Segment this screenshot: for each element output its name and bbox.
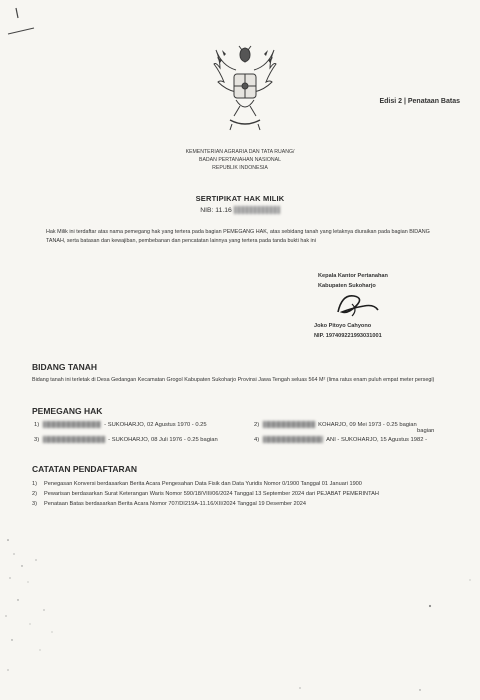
holder-number: 2) [254, 422, 260, 429]
nib-value: NIB: 11.16 [200, 206, 232, 214]
signer-name: Joko Pitoyo Cahyono [314, 323, 372, 329]
holder-text: ANI - SUKOHARJO, 15 Agustus 1982 - [326, 437, 427, 444]
holder-number: 3) [34, 437, 40, 444]
signer-nip: NIP. 197409221993031001 [314, 333, 382, 339]
holder-text: - SUKOHARJO, 02 Agustus 1970 - 0.25 [104, 422, 207, 429]
pemegang-hak-heading: PEMEGANG HAK [32, 406, 103, 416]
office-block [318, 271, 388, 291]
signer-block [314, 321, 382, 341]
redacted-name [263, 421, 315, 428]
edition-label: Edisi 2 | Penataan Batas [379, 98, 460, 105]
garuda-emblem-icon [212, 40, 278, 140]
redacted-name [43, 436, 105, 443]
holder-text: - SUKOHARJO, 08 Juli 1976 - 0.25 bagian [108, 437, 218, 444]
holder-number: 4) [254, 437, 260, 444]
ministry-line: REPUBLIK INDONESIA [212, 165, 268, 171]
pen-mark [4, 6, 44, 42]
office-regency: Kabupaten Sukoharjo [318, 283, 376, 289]
ministry-line: KEMENTERIAN AGRARIA DAN TATA RUANG/ [185, 149, 295, 155]
redacted-nib [234, 206, 280, 214]
redacted-name [43, 421, 101, 428]
holder-item [254, 436, 427, 443]
registration-number: 1) [32, 481, 37, 487]
registration-text: Pewarisan berdasarkan Surat Keterangan Waris Nomor 590/18/VIII/06/2024 Tanggal 13 September 2024 dari PEJABAT PEMERINTAH [44, 491, 379, 497]
intro-paragraph: Hak Milik ini terdaftar atas nama pemegang hak yang tertera pada bagian PEMEGANG HAK, atas sebidang tanah yang letaknya diuraikan pada bagian BIDANG TANAH, serta batasan dan kewajiban, pembebanan dan pencatatan lainnya yang tertera pada tanda bukti hak ini [46, 229, 430, 244]
certificate-title: SERTIPIKAT HAK MILIK [195, 194, 285, 203]
nib-line [0, 206, 480, 214]
holder-item [34, 421, 207, 428]
registration-number: 3) [32, 501, 37, 507]
registration-text: Penataan Batas berdasarkan Berita Acara Nomor 707/DI219A-11.16/XII/2024 Tanggal 19 Desember 2024 [44, 501, 306, 507]
holder-number: 1) [34, 422, 40, 429]
ministry-header [0, 148, 480, 172]
holder-text: KOHARJO, 09 Mei 1973 - 0.25 bagian [318, 422, 417, 429]
holder-continuation: bagian [417, 428, 435, 434]
signature-icon [332, 290, 384, 320]
registration-number: 2) [32, 491, 37, 497]
holder-item [34, 436, 218, 443]
office-title: Kepala Kantor Pertanahan [318, 273, 388, 279]
catatan-heading: CATATAN PENDAFTARAN [32, 464, 137, 474]
redacted-name [263, 436, 323, 443]
registration-text: Penegasan Konversi berdasarkan Berita Acara Pengesahan Data Fisik dan Data Yuridis Nomor 0/1900 Tanggal 01 Januari 1900 [44, 481, 362, 487]
registration-item [32, 479, 452, 489]
holder-item [254, 421, 417, 428]
ministry-line: BADAN PERTANAHAN NASIONAL [199, 157, 281, 163]
bidang-tanah-heading: BIDANG TANAH [32, 362, 98, 372]
scan-specks [0, 520, 480, 700]
registration-item [32, 489, 452, 499]
bidang-tanah-text: Bidang tanah ini terletak di Desa Gedangan Kecamatan Grogol Kabupaten Sukoharjo Provinsi Jawa Tengah seluas 564 M² (lima ratus enam puluh empat meter persegi) [32, 377, 435, 383]
registration-item [32, 499, 452, 509]
